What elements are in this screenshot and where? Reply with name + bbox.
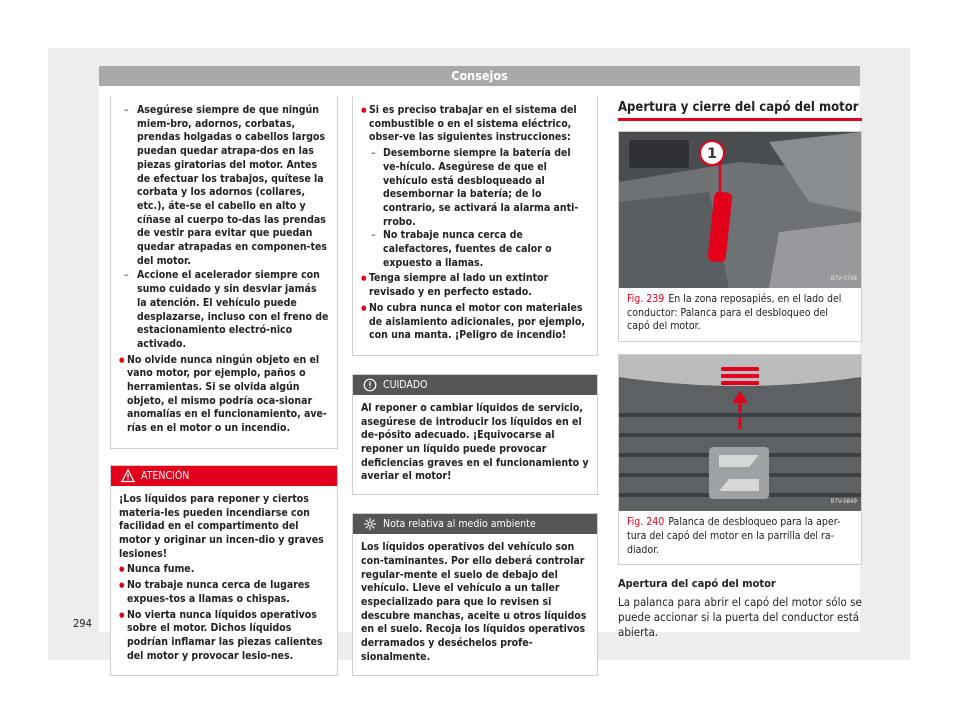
cuidado-label: CUIDADO xyxy=(383,378,428,391)
warning-item: – Asegúrese siempre de que ningún miem-bro, adornos, corbatas, prendas holgadas o cabellos largos puedan quedar atrapa-dos en las piezas giratorias del motor. Antes de efectuar los trabajos, quítese la corbata y los adornos (collares, etc.), áte-se el cabello en alto y cíñase al cuerpo to-das las prendas de vestir para evitar que puedan quedar atrapadas en componen-tes del motor. xyxy=(119,104,329,268)
cuidado-header xyxy=(353,375,597,395)
safety-subitem: – No trabaje nunca cerca de calefactores, fuentes de calor o expuesto a llamas. xyxy=(361,229,589,270)
figure-number: Fig. 240 xyxy=(627,516,665,529)
ambiente-box xyxy=(352,513,598,675)
column-right xyxy=(618,100,862,640)
cuidado-box xyxy=(352,374,598,495)
figure-239 xyxy=(618,131,862,342)
figure-240 xyxy=(618,354,862,565)
safety-bullet: ● Tenga siempre al lado un extintor revisado y en perfecto estado. xyxy=(361,272,589,299)
ambiente-text: Los líquidos operativos del vehículo son con-taminantes. Por ello deberá controlar regular-mente el suelo de debajo del vehículo. Lleve el vehículo a un taller especializado para que lo revisen si descubre manchas, aceite u otros líquidos en el suelo. Recoja los líquidos operativos derramados y deséchelos profe-sionalmente. xyxy=(361,541,587,663)
figure-caption xyxy=(619,511,861,557)
column-middle xyxy=(352,96,598,676)
safety-bullet: ● Si es preciso trabajar en el sistema del combustible o en el sistema eléctrico, obser-ve las siguientes instrucciones: xyxy=(361,104,589,145)
figure-caption-text: Palanca de desbloqueo para la aper-tura del capó del motor en la parrilla del ra-diador. xyxy=(627,516,841,556)
figure-code: B7V-0849 xyxy=(830,498,857,506)
body-paragraph: La palanca para abrir el capó del motor sólo se puede accionar si la puerta del conductor está abierta. xyxy=(618,594,862,639)
section-header: Consejos xyxy=(99,66,860,86)
atencion-label: ATENCIÓN xyxy=(141,469,190,482)
figure-caption xyxy=(619,288,861,334)
warning-bullet: ● No olvide nunca ningún objeto en el vano motor, por ejemplo, paños o herramientas. Si se olvida algún objeto, el mismo podría oca-sionar anomalías en el funcionamiento, ave-rías en el motor o un incendio. xyxy=(119,354,329,436)
warning-item: – Accione el acelerador siempre con sumo cuidado y sin desviar jamás la atención. El vehículo puede desplazarse, incluso con el freno de estacionamiento electró-nico activado. xyxy=(119,269,329,351)
page-number: 294 xyxy=(73,617,92,630)
figure-number: Fig. 239 xyxy=(627,293,665,305)
subsection-title: Apertura del capó del motor xyxy=(618,577,776,591)
section-title: Apertura y cierre del capó del motor xyxy=(618,100,862,121)
figure-code: B7V-0768 xyxy=(830,275,857,283)
info-circle-icon xyxy=(363,378,377,392)
ambiente-label: Nota relativa al medio ambiente xyxy=(383,518,536,531)
atencion-bullet: ● Nunca fume. xyxy=(119,563,329,577)
atencion-bullet: ● No vierta nunca líquidos operativos sobre el motor. Dichos líquidos podrían inflamar las piezas calientes del motor y provocar lesio-nes. xyxy=(119,609,329,664)
atencion-header xyxy=(111,466,337,486)
cuidado-text: Al reponer o cambiar líquidos de servicio, asegúrese de introducir los líquidos en el de-pósito adecuado. ¡Equivocarse al reponer un líquido puede provocar deficiencias graves en el funcionamiento y averiar el motor! xyxy=(361,401,589,483)
figure-caption-text: En la zona reposapiés, en el lado del conductor: Palanca para el desbloqueo del capó del motor. xyxy=(627,293,842,333)
atencion-intro: ¡Los líquidos para reponer y ciertos materia-les pueden incendiarse con facilidad en el compartimento del motor y originar un incen-dio y graves lesiones! xyxy=(119,492,324,560)
safety-continuation-box xyxy=(352,96,598,356)
warning-continuation-box xyxy=(110,96,338,449)
ambiente-header xyxy=(353,514,597,534)
radiator-grille-photo xyxy=(619,355,861,511)
atencion-box xyxy=(110,465,338,676)
atencion-bullet: ● No trabaje nunca cerca de lugares expues-tos a llamas o chispas. xyxy=(119,579,329,606)
column-left xyxy=(110,96,338,676)
warning-triangle-icon xyxy=(121,469,135,483)
leaf-icon xyxy=(363,517,377,531)
safety-bullet: ● No cubra nunca el motor con materiales de aislamiento adicionales, por ejemplo, con una manta. ¡Peligro de incendio! xyxy=(361,302,589,343)
hood-release-lever-photo xyxy=(619,132,861,288)
figure-callout-1: 1 xyxy=(707,146,717,162)
safety-subitem: – Desemborne siempre la batería del ve-hículo. Asegúrese de que el vehículo está desbloqueado al desembornar la batería; de lo contrario, se activará la alarma anti-rrobo. xyxy=(361,147,589,229)
